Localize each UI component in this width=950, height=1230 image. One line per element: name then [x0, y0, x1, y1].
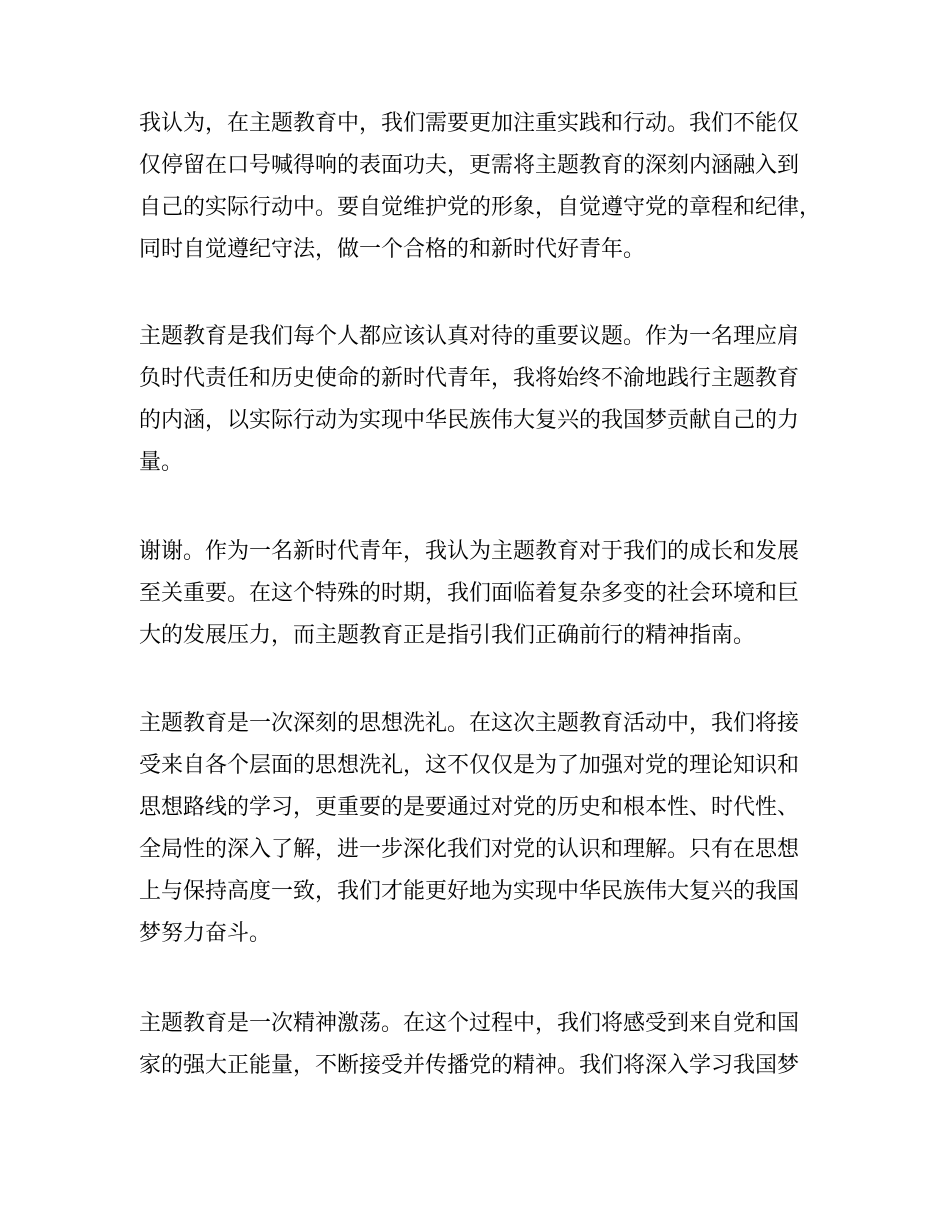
text-line: 大的发展压力，而主题教育正是指引我们正确前行的精神指南。 [139, 623, 756, 648]
text-line: 自己的实际行动中。要自觉维护党的形象，自觉遵守党的章程和纪律， [139, 195, 822, 220]
text-line: 量。 [139, 450, 184, 475]
text-line: 梦努力奋斗。 [139, 921, 272, 946]
text-line: 仅停留在口号喊得响的表面功夫，更需将主题教育的深刻内涵融入到 [139, 153, 800, 178]
text-line: 至关重要。在这个特殊的时期，我们面临着复杂多变的社会环境和巨 [139, 581, 800, 606]
text-line: 主题教育是我们每个人都应该认真对待的重要议题。作为一名理应肩 [139, 324, 800, 349]
text-line: 上与保持高度一致，我们才能更好地为实现中华民族伟大复兴的我国 [139, 879, 800, 904]
paragraph-5 [139, 1003, 839, 1087]
text-line: 家的强大正能量，不断接受并传播党的精神。我们将深入学习我国梦 [139, 1053, 800, 1078]
text-line: 受来自各个层面的思想洗礼，这不仅仅是为了加强对党的理论知识和 [139, 753, 800, 778]
text-line: 主题教育是一次精神激荡。在这个过程中，我们将感受到来自党和国 [139, 1011, 800, 1036]
paragraph-3 [139, 531, 839, 657]
paragraph-4 [139, 703, 839, 955]
text-line: 负时代责任和历史使命的新时代青年，我将始终不渝地践行主题教育 [139, 366, 800, 391]
text-line: 同时自觉遵纪守法，做一个合格的和新时代好青年。 [139, 237, 646, 262]
paragraph-2 [139, 316, 839, 484]
text-line: 思想路线的学习，更重要的是要通过对党的历史和根本性、时代性、 [139, 795, 800, 820]
text-line: 的内涵，以实际行动为实现中华民族伟大复兴的我国梦贡献自己的力 [139, 408, 800, 433]
text-line: 我认为，在主题教育中，我们需要更加注重实践和行动。我们不能仅 [139, 111, 800, 136]
text-line: 谢谢。作为一名新时代青年，我认为主题教育对于我们的成长和发展 [139, 539, 800, 564]
text-line: 主题教育是一次深刻的思想洗礼。在这次主题教育活动中，我们将接 [139, 711, 800, 736]
text-line: 全局性的深入了解，进一步深化我们对党的认识和理解。只有在思想 [139, 837, 800, 862]
paragraph-1 [139, 103, 839, 271]
